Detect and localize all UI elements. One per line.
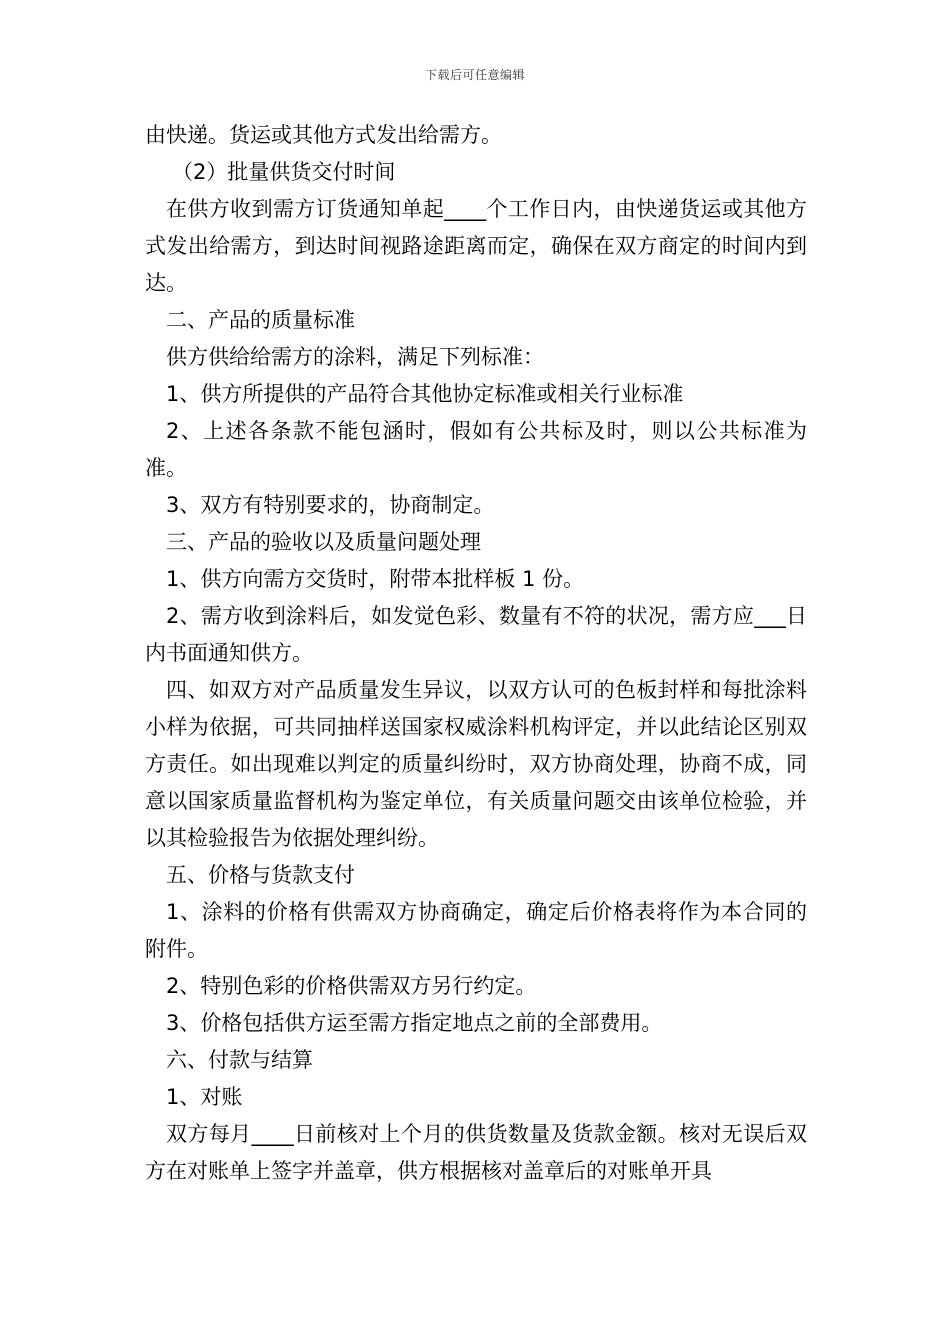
list-item: 1、供方向需方交货时，附带本批样板 1 份。	[166, 567, 585, 591]
paragraph: 由快递。货运或其他方式发出给需方。	[145, 123, 502, 147]
list-item: 2、特别色彩的价格供需双方另行约定。	[166, 974, 537, 998]
list-item: 1、涂料的价格有供需双方协商确定，确定后价格表将作为本合同的附件。	[145, 900, 807, 961]
paragraph: 双方每月____日前核对上个月的供货数量及货款金额。核对无误后双方在对账单上签字并盖章，供方根据核对盖章后的对账单开具	[145, 1122, 807, 1183]
paragraph: 在供方收到需方订货通知单起____个工作日内，由快递货运或其他方式发出给需方，到达时间视路途距离而定，确保在双方商定的时间内到达。	[145, 197, 807, 295]
section-heading: 五、价格与货款支付	[166, 863, 355, 887]
list-item: 2、上述各条款不能包涵时，假如有公共标及时，则以公共标准为准。	[145, 419, 807, 480]
document-body	[145, 117, 807, 1190]
section-heading: 六、付款与结算	[166, 1048, 313, 1072]
section-heading: 三、产品的验收以及质量问题处理	[166, 530, 481, 554]
paragraph: （2）批量供货交付时间	[172, 160, 396, 184]
subsection-heading: 1、对账	[166, 1085, 243, 1109]
list-item: 3、价格包括供方运至需方指定地点之前的全部费用。	[166, 1011, 663, 1035]
paragraph: 供方供给给需方的涂料，满足下列标准：	[166, 345, 544, 369]
section-heading: 二、产品的质量标准	[166, 308, 355, 332]
list-item: 1、供方所提供的产品符合其他协定标准或相关行业标准	[166, 382, 684, 406]
page-header: 下载后可任意编辑	[424, 68, 525, 82]
list-item: 2、需方收到涂料后，如发觉色彩、数量有不符的状况，需方应___日内书面通知供方。	[145, 604, 807, 665]
list-item: 3、双方有特别要求的，协商制定。	[166, 493, 495, 517]
section-paragraph: 四、如双方对产品质量发生异议，以双方认可的色板封样和每批涂料小样为依据，可共同抽样送国家权威涂料机构评定，并以此结论区别双方责任。如出现难以判定的质量纠纷时，双方协商处理，协商不成，同意以国家质量监督机构为鉴定单位，有关质量问题交由该单位检验，并以其检验报告为依据处理纠纷。	[145, 678, 807, 850]
